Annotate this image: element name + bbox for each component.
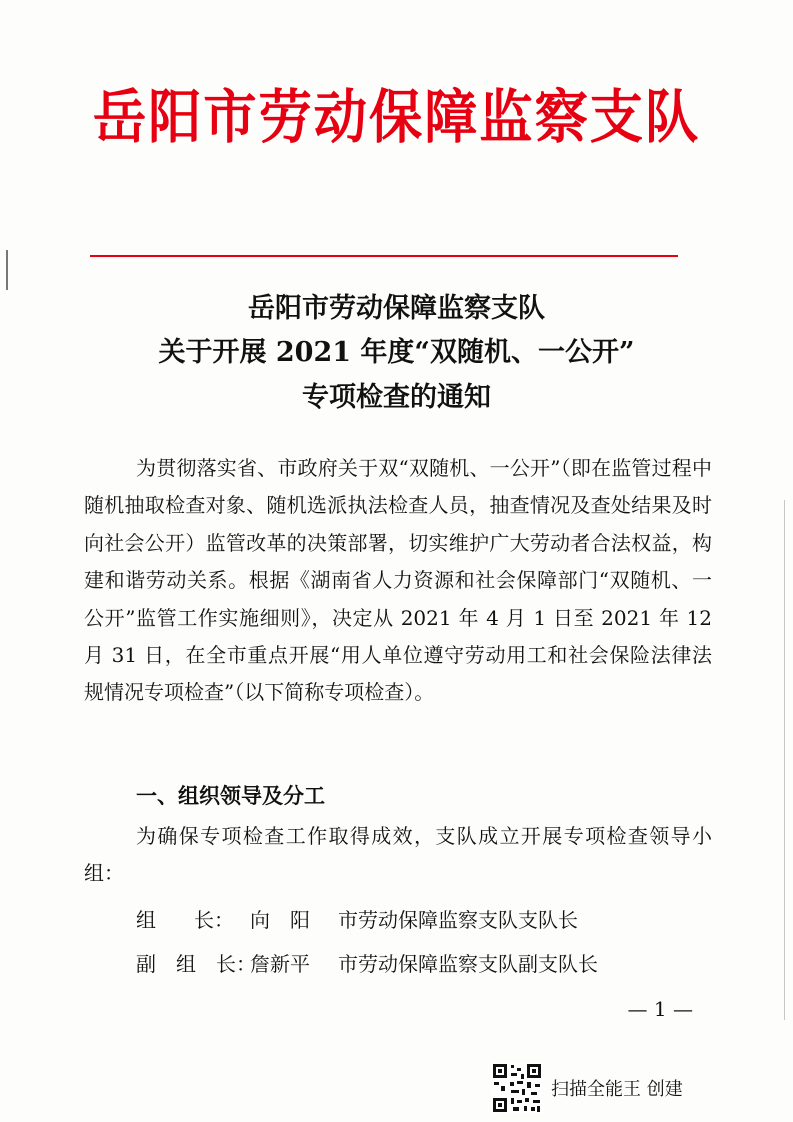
leader-name: 向 阳 bbox=[250, 908, 310, 932]
masthead-title: 岳阳市劳动保障监察支队 bbox=[92, 83, 701, 151]
deputy-role: 副 组 长： bbox=[136, 952, 256, 976]
deputy-position: 市劳动保障监察支队副支队长 bbox=[338, 952, 598, 976]
notice-title-line-3: 专项检查的通知 bbox=[302, 382, 491, 413]
leader-role: 组 长： bbox=[136, 908, 234, 932]
leader-row-leader bbox=[136, 904, 578, 933]
body-paragraph-1: 为贯彻落实省、市政府关于双“双随机、一公开”（即在监管过程中随机抽取检查对象、随机选派执法检查人员，抽查情况及查处结果及时向社会公开）监管改革的决策部署，切实维护广大劳动者合法权益，构建和谐劳动关系。根据《湖南省人力资源和社会保障部门“双随机、一公开”监管工作实施细则》，决定从 2021 年 4 月 1 日至 2021 年 12 月 31 日，在全市重点开展“用人单位遵守劳动用工和社会保险法律法规情况专项检查”（以下简称专项检查）。 bbox=[84, 456, 712, 705]
page-number: — 1 — bbox=[627, 997, 693, 1021]
deputy-name: 詹新平 bbox=[250, 952, 310, 976]
notice-title-line-1: 岳阳市劳动保障监察支队 bbox=[248, 293, 545, 324]
body-paragraph-2: 为确保专项检查工作取得成效，支队成立开展专项检查领导小组： bbox=[84, 824, 712, 886]
masthead-red-rule bbox=[90, 255, 678, 257]
scan-edge-mark bbox=[6, 250, 8, 290]
scan-edge-line bbox=[784, 500, 785, 1020]
notice-title-line-2: 关于开展 2021 年度“双随机、一公开” bbox=[158, 337, 635, 368]
scanner-watermark-text: 扫描全能王 创建 bbox=[551, 1079, 683, 1100]
qr-code-icon bbox=[491, 1062, 543, 1114]
leader-position: 市劳动保障监察支队支队长 bbox=[338, 908, 578, 932]
section-heading-1: 一、组织领导及分工 bbox=[136, 783, 325, 808]
scanner-watermark bbox=[491, 1062, 683, 1114]
leader-row-deputy bbox=[136, 948, 598, 977]
